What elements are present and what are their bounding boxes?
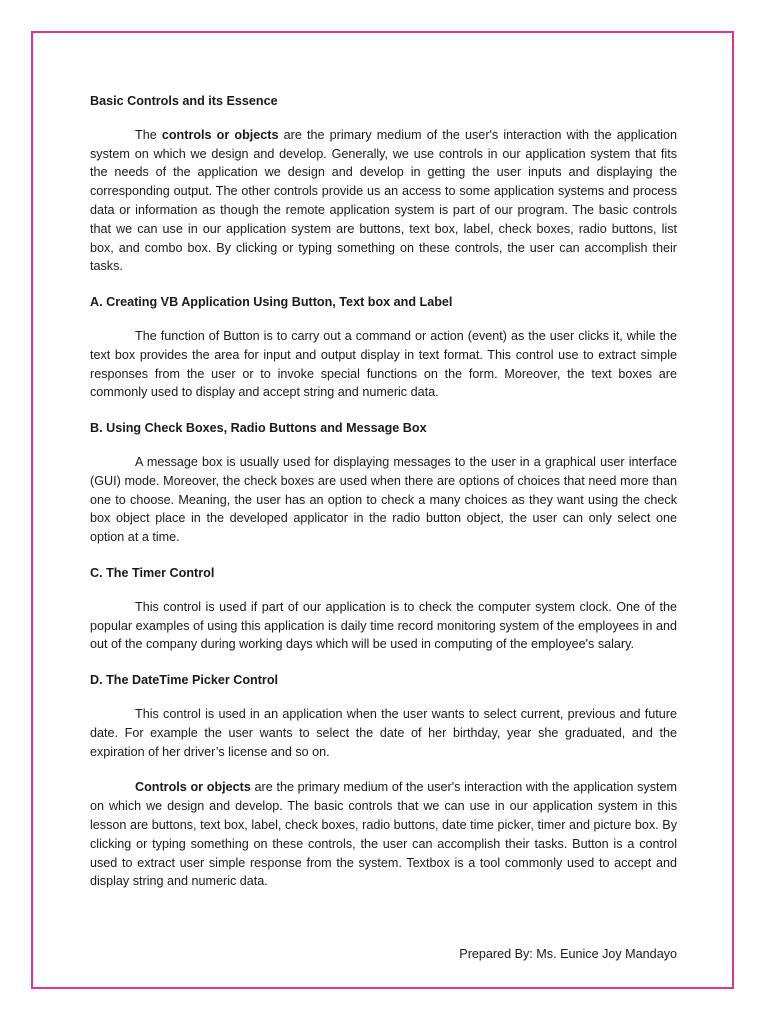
main-heading: Basic Controls and its Essence [90,94,278,108]
prepared-by-footer: Prepared By: Ms. Eunice Joy Mandayo [459,947,677,961]
section-c-body: This control is used if part of our application is to check the computer system clock. One of the popular examples of using this application is daily time record monitoring system of the employees in and out of the company during working days which will be used in computing of the employee's salary. [90,599,677,652]
intro-lead: The [135,127,162,142]
section-b-body: A message box is usually used for displaying messages to the user in a graphical user interface (GUI) mode. Moreover, the check boxes are used when there are options of choices that need more than one to choose. Meaning, the user has an option to check a many choices as they want using the check box object place in the developed applicator in the radio button object, the user can only select one option at a time. [90,454,677,545]
section-c-heading: C. The Timer Control [90,565,215,580]
intro-paragraph [90,126,677,276]
section-a-body: The function of Button is to carry out a command or action (event) as the user clicks it, while the text box provides the area for input and output display in text format. This control use to extract simple responses from the user or to invoke special functions on the form. Moreover, the text boxes are commonly used to display and accept string and numeric data. [90,328,677,400]
document-content [90,92,677,908]
section-a-heading: A. Creating VB Application Using Button, Text box and Label [90,295,453,310]
section-b-heading: B. Using Check Boxes, Radio Buttons and Message Box [90,421,427,436]
summary-paragraph [90,778,677,891]
section-d-body: This control is used in an application when the user wants to select current, previous and future date. For example the user wants to select the date of her birthday, year she graduated, and the expiration of her driver’s license and so on. [90,706,677,759]
summary-bold-term: Controls or objects [135,780,251,795]
intro-bold-term: controls or objects [161,127,279,142]
intro-rest: are the primary medium of the user's interaction with the application system on which we design and develop. Generally, we use controls in our application system that fits the needs of the application we design and develop in getting the user inputs and displaying the corresponding output. The other controls provide us an access to some application systems and process data or information as though the remote application system is part of our program. The basic controls that we can use in our application system are buttons, text box, label, check boxes, radio buttons, list box, and combo box. By clicking or typing something on these controls, the user can accomplish their tasks. [90,127,678,274]
section-d-heading: D. The DateTime Picker Control [90,673,279,688]
summary-rest: are the primary medium of the user's interaction with the application system on which we design and develop. The basic controls that we can use in our application system in this lesson are buttons, text box, label, check boxes, radio buttons, date time picker, timer and picture box. By clicking or typing something on these controls, the user can accomplish their tasks. Button is a control used to extract user simple response from the system. Textbox is a tool commonly used to accept and display string and numeric data. [90,780,678,889]
